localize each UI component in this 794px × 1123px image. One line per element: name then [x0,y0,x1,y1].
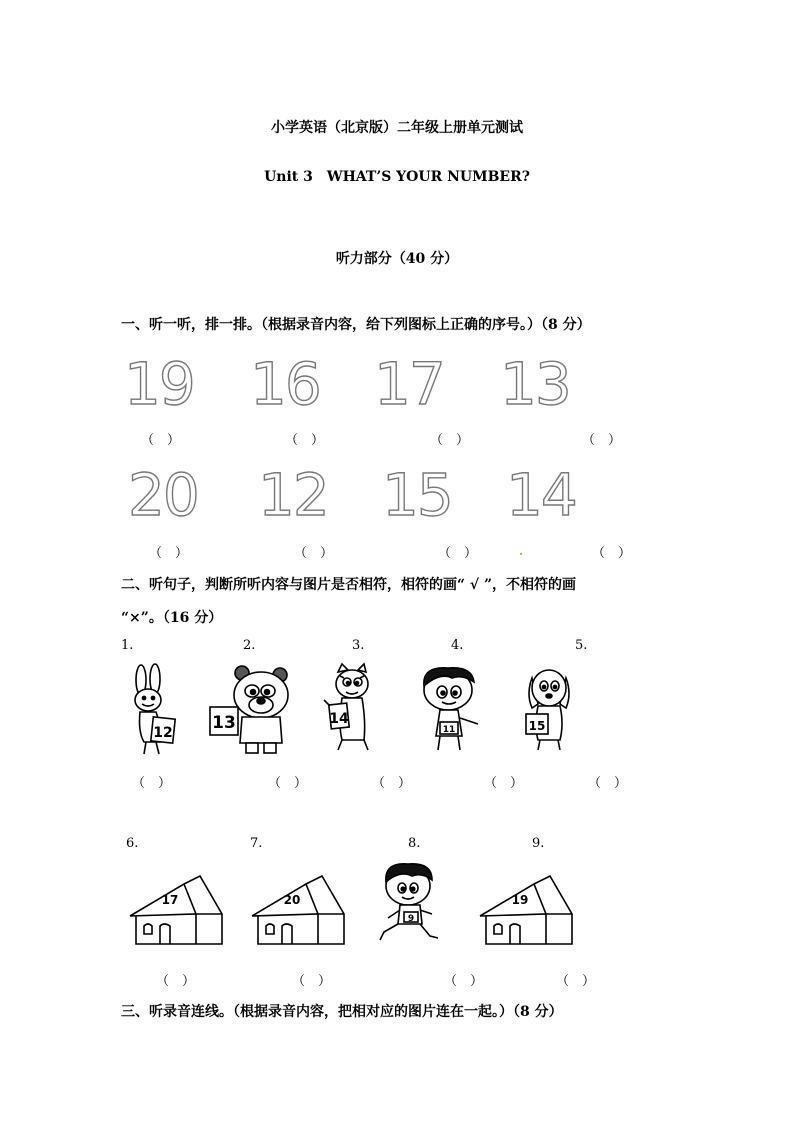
item-number-9: 9. [532,836,545,851]
sign-number: 11 [442,725,456,735]
answer-blank[interactable]: （ ） [444,974,484,989]
answer-blank[interactable]: （ ） [149,546,189,561]
outlined-number-12: 12 [258,461,328,529]
answer-blank[interactable]: （ ） [292,974,332,989]
sign-number: 9 [407,914,415,924]
rabbit-icon [124,662,184,758]
answer-blank[interactable]: （ ） [141,433,181,448]
running-boy-icon [376,862,444,946]
answer-blank[interactable]: （ ） [156,974,196,989]
house-number: 19 [511,893,529,907]
outlined-number-20: 20 [128,461,198,529]
item-number-6: 6. [126,836,139,851]
dog-icon [522,664,578,756]
house-number: 20 [283,893,301,907]
answer-blank[interactable]: （ ） [582,433,622,448]
tiger-icon [320,664,380,756]
sign-number: 14 [329,711,349,727]
section1-instruction: 一、听一听，排一排。（根据录音内容，给下列图标上正确的序号。）（8 分） [121,317,591,333]
sign-number: 12 [153,725,173,741]
item-number-8: 8. [408,836,421,851]
sign-number: 15 [528,719,546,733]
item-number-4: 4. [451,638,464,653]
house-icon [126,872,226,948]
answer-blank[interactable]: （ ） [372,776,412,791]
sign-number: 13 [212,713,236,733]
bear-icon [208,665,298,757]
outlined-number-15: 15 [382,461,452,529]
outlined-number-19: 19 [124,350,194,418]
item-number-3: 3. [352,638,365,653]
answer-blank[interactable]: （ ） [484,776,524,791]
answer-blank[interactable]: （ ） [285,433,325,448]
unit-title: Unit 3 WHAT’S YOUR NUMBER? [264,169,530,185]
boy-icon [412,664,488,756]
answer-blank[interactable]: （ ） [268,776,308,791]
answer-blank[interactable]: （ ） [438,546,478,561]
outlined-number-13: 13 [500,350,570,418]
item-number-7: 7. [250,836,263,851]
answer-blank[interactable]: （ ） [588,776,628,791]
outlined-number-17: 17 [374,350,444,418]
stray-dot: . [519,544,524,558]
house-icon [248,872,348,948]
answer-blank[interactable]: （ ） [592,546,632,561]
outlined-number-14: 14 [506,461,576,529]
page-title: 小学英语（北京版）二年级上册单元测试 [271,120,523,136]
item-number-2: 2. [243,638,256,653]
house-icon [476,872,576,948]
answer-blank[interactable]: （ ） [556,974,596,989]
house-number: 17 [161,893,179,907]
answer-blank[interactable]: （ ） [430,433,470,448]
section2-instruction-line2: “×”。（16 分） [121,610,223,626]
item-number-1: 1. [121,638,134,653]
listening-part-title: 听力部分（40 分） [335,251,459,267]
item-number-5: 5. [575,638,588,653]
section2-instruction-line1: 二、听句子，判断所听内容与图片是否相符，相符的画“ √ ”，不相符的画 [121,577,577,593]
answer-blank[interactable]: （ ） [132,776,172,791]
outlined-number-16: 16 [250,350,320,418]
answer-blank[interactable]: （ ） [294,546,334,561]
section3-instruction: 三、听录音连线。（根据录音内容，把相对应的图片连在一起。）（8 分） [121,1004,563,1020]
